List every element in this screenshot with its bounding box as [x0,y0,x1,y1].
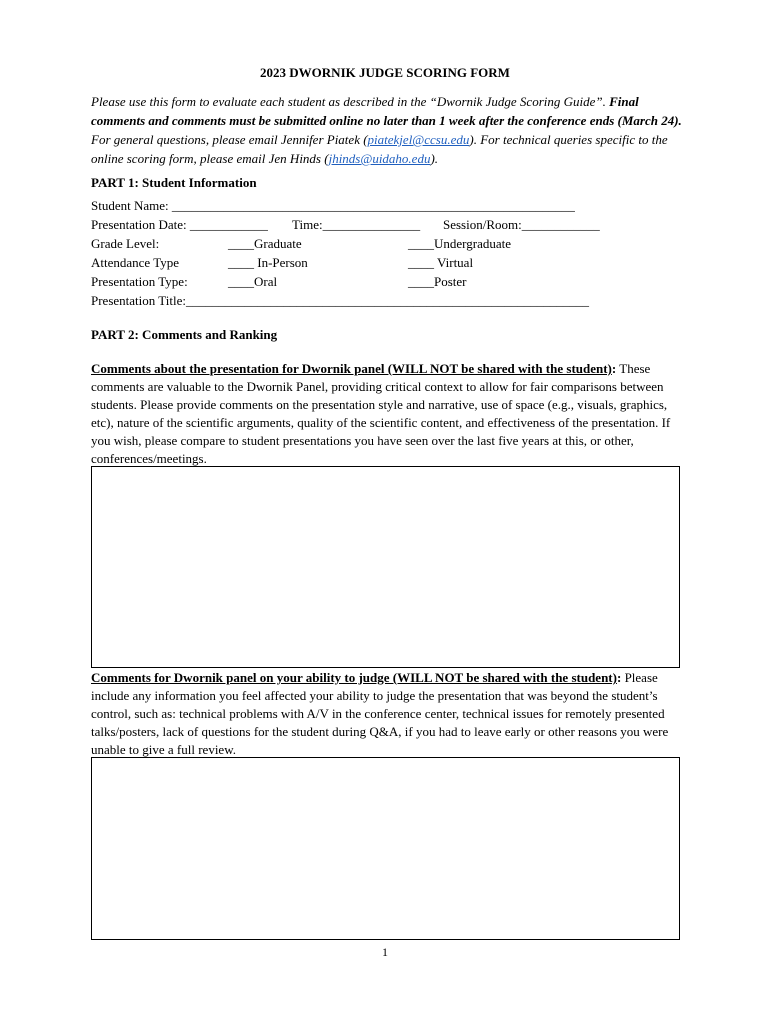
comments-presentation-heading: Comments about the presentation for Dwornik panel (WILL NOT be shared with the student) [91,361,612,376]
intro-paragraph [91,92,691,168]
undergraduate-option[interactable]: ____Undergraduate [408,236,512,251]
in-person-option[interactable]: ____ In-Person [228,255,308,270]
attendance-type-label: Attendance Type [91,255,180,270]
grade-level-label: Grade Level: [91,236,160,251]
oral-option[interactable]: ____Oral [228,274,278,289]
session-room-field[interactable]: Session/Room:____________ [443,217,600,232]
comments-ability-heading: Comments for Dwornik panel on your ability to judge (WILL NOT be shared with the student) [91,670,617,685]
student-name-field[interactable]: Student Name: ______________________________________________________________ [91,198,575,213]
comments-ability-colon: : [616,670,622,685]
comments-ability-instructions: Please include any information you feel affected your ability to judge the presentation that was beyond the student’s control, such as: technical problems with A/V in the conference center, technical issues for remotely presented talks/posters, lack of questions for the student during Q&A, if you had to leave early or other reasons you were unable to give a full review. [91,670,669,757]
page-number: 1 [382,945,388,959]
email-link-piatek[interactable]: piatekjel@ccsu.edu [367,132,470,147]
email-link-hinds[interactable]: jhinds@uidaho.edu [328,151,431,166]
part1-heading: PART 1: Student Information [91,175,257,190]
intro-deadline: Final comments and comments must be submitted online no later than 1 week after the conference ends (March 24). [91,94,682,128]
comments-presentation-section [91,360,691,468]
comments-ability-section [91,669,691,759]
presentation-type-label: Presentation Type: [91,274,188,289]
poster-option[interactable]: ____Poster [408,274,467,289]
time-field[interactable]: Time:_______________ [292,217,421,232]
presentation-date-field[interactable]: Presentation Date: ____________ [91,217,268,232]
comments-presentation-box[interactable] [91,466,680,668]
graduate-option[interactable]: ____Graduate [228,236,302,251]
virtual-option[interactable]: ____ Virtual [408,255,474,270]
comments-presentation-colon: : [611,361,617,376]
intro-text-4: ). [430,151,439,166]
comments-presentation-instructions: These comments are valuable to the Dwornik Panel, providing critical context to allow for fair comparisons between students. Please provide comments on the presentation style and narrative, use of space (e.g., visuals, graphics, etc), nature of the scientific arguments, quality of the scientific content, and effectiveness of the presentation. If you wish, please compare to student presentations you have seen over the last five years at this, or other, conferences/meetings. [91,361,671,466]
part2-heading: PART 2: Comments and Ranking [91,327,278,342]
form-title: 2023 DWORNIK JUDGE SCORING FORM [260,65,510,80]
intro-text-1: Please use this form to evaluate each student as described in the “Dwornik Judge Scoring Guide”. [91,94,610,109]
comments-ability-box[interactable] [91,757,680,940]
intro-text-3: ). For technical queries specific to the online scoring form, please email Jen Hinds ( [91,132,668,166]
intro-text-2: For general questions, please email Jennifer Piatek ( [91,132,368,147]
presentation-title-field[interactable]: Presentation Title:______________________________________________________________ [91,293,589,308]
